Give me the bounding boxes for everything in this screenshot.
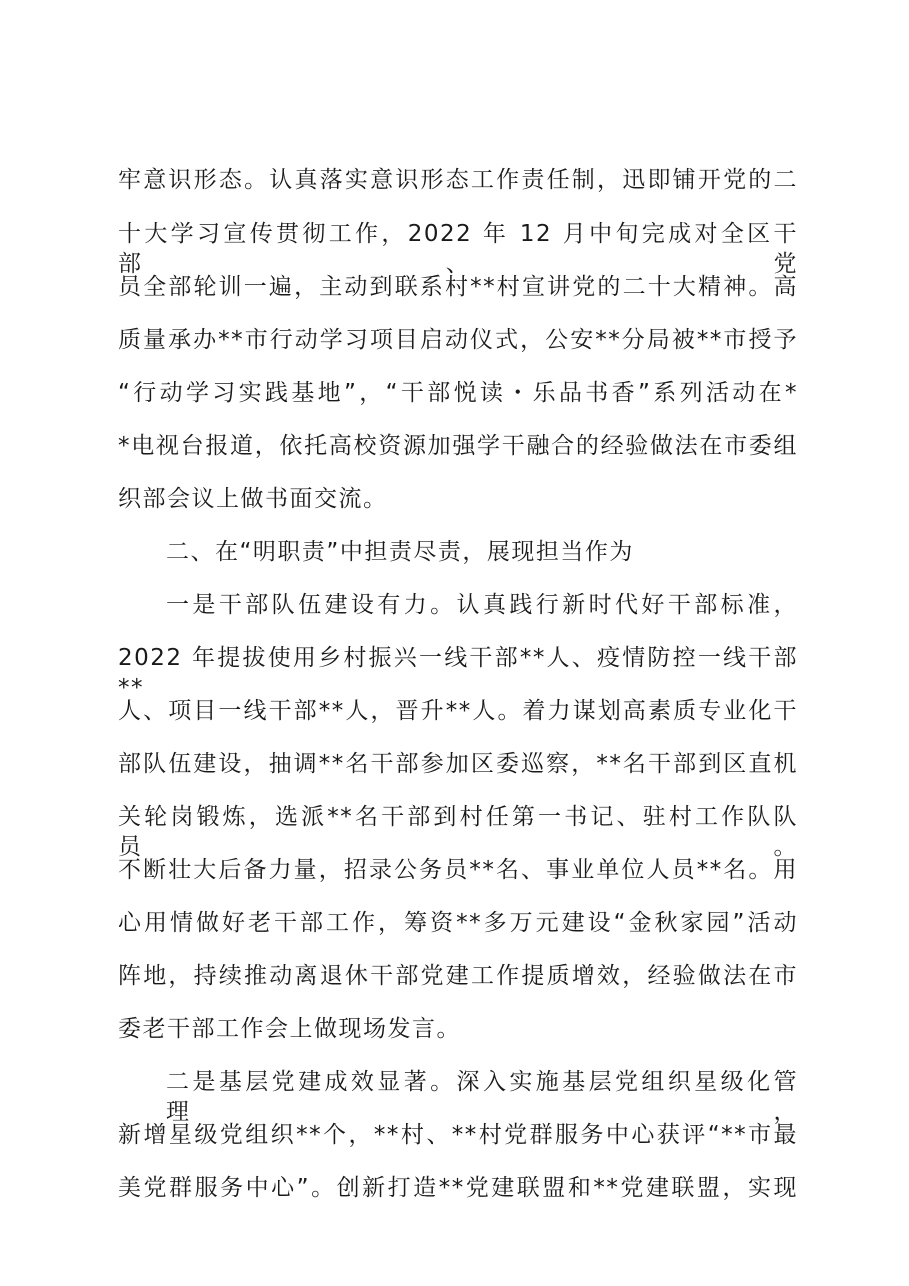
paragraph-line: 2022 年提拔使用乡村振兴一线干部**人、疫情防控一线干部** (118, 645, 798, 701)
paragraph-line: 织部会议上做书面交流。 (118, 486, 388, 512)
paragraph-line: 十大学习宣传贯彻工作，2022 年 12 月中旬完成对全区干部、党 (118, 221, 798, 277)
paragraph-line: 牢意识形态。认真落实意识形态工作责任制，迅即铺开党的二 (118, 167, 798, 193)
paragraph-line: 员全部轮训一遍，主动到联系村**村宣讲党的二十大精神。高 (118, 274, 798, 300)
paragraph-line: *电视台报道，依托高校资源加强学干融合的经验做法在市委组 (118, 433, 798, 459)
section-heading: 二、在“明职责”中担责尽责，展现担当作为 (166, 539, 634, 565)
paragraph-line: 人、项目一线干部**人，晋升**人。着力谋划高素质专业化干 (118, 698, 798, 724)
paragraph-line: 质量承办**市行动学习项目启动仪式，公安**分局被**市授予 (118, 327, 798, 353)
paragraph-line: 不断壮大后备力量，招录公务员**名、事业单位人员**名。用 (118, 857, 798, 883)
paragraph-line: 阵地，持续推动离退休干部党建工作提质增效，经验做法在市 (118, 963, 798, 989)
paragraph-line: “行动学习实践基地”，“干部悦读・乐品书香”系列活动在* (118, 380, 798, 406)
paragraph-line: 一是干部队伍建设有力。认真践行新时代好干部标准， (166, 592, 798, 618)
paragraph-line: 美党群服务中心”。创新打造**党建联盟和**党建联盟，实现 (118, 1175, 798, 1201)
paragraph-line: 二是基层党建成效显著。深入实施基层党组织星级化管理， (166, 1069, 798, 1125)
paragraph-line: 部队伍建设，抽调**名干部参加区委巡察，**名干部到区直机 (118, 751, 798, 777)
paragraph-line: 新增星级党组织**个，**村、**村党群服务中心获评“**市最 (118, 1122, 798, 1148)
paragraph-line: 关轮岗锻炼，选派**名干部到村任第一书记、驻村工作队队员。 (118, 804, 798, 860)
paragraph-line: 心用情做好老干部工作，筹资**多万元建设“金秋家园”活动 (118, 910, 798, 936)
paragraph-line: 委老干部工作会上做现场发言。 (118, 1016, 461, 1042)
